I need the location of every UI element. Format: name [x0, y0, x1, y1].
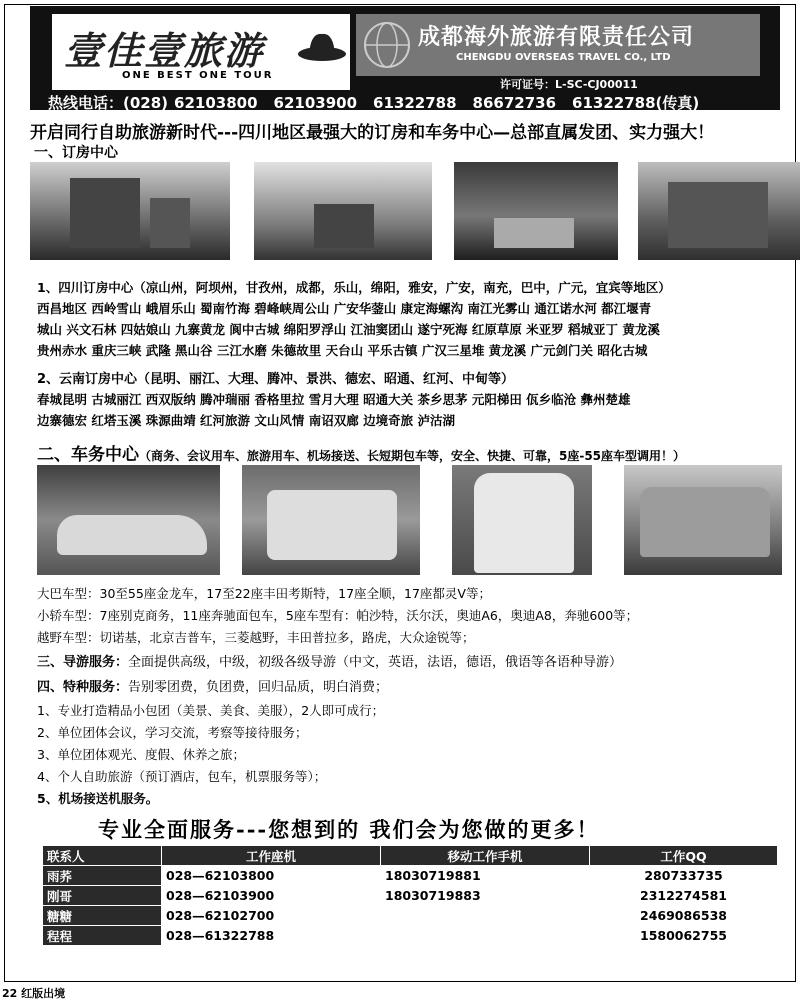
section2-heading: [37, 440, 685, 465]
hotline-number: 61322788: [373, 94, 457, 112]
brand-logo: [52, 14, 350, 90]
table-row: [43, 926, 778, 946]
hotline-fax: 61322788(传真): [572, 94, 700, 112]
column-header: 工作座机: [162, 846, 381, 866]
column-header: 联系人: [43, 846, 162, 866]
yunnan-heading: 2、云南订房中心（昆明、丽江、大理、腾冲、景洪、德宏、昭通、红河、中甸等）: [37, 372, 515, 387]
contact-mobile: [381, 906, 590, 926]
contact-mobile: 18030719881: [381, 866, 590, 886]
contact-name: 糖糖: [43, 906, 162, 926]
section4: [37, 677, 388, 699]
company-name-en: CHENGDU OVERSEAS TRAVEL CO., LTD: [456, 52, 671, 63]
destination-line: 边寨德宏 红塔玉溪 珠源曲靖 红河旅游 文山风情 南诏双廊 边境奇旅 泸沽湖: [37, 413, 455, 428]
hotline-number: 62103800: [174, 94, 258, 112]
company-banner: [356, 14, 760, 76]
yunnan-destinations: [37, 389, 631, 431]
vehicle-list: [37, 583, 638, 649]
header-banner: [30, 6, 780, 110]
table-header-row: [43, 846, 778, 866]
hotel-photo: [454, 162, 618, 260]
list-item: 4、个人自助旅游（预订酒店，包车，机票服务等）；: [37, 769, 327, 784]
logo-subtitle: ONE BEST ONE TOUR: [122, 70, 274, 81]
vehicle-line: 大巴车型：30至55座金龙车，17至22座丰田考斯特，17座全顺，17座都灵V等；: [37, 586, 491, 601]
contact-name: 刚哥: [43, 886, 162, 906]
section1-title: 一、订房中心: [34, 145, 118, 161]
slogan: 开启同行自助旅游新时代---四川地区最强大的订房和车务中心—总部直属发团、实力强大！: [30, 123, 715, 143]
hotline-label: 热线电话：(028): [48, 94, 169, 112]
vehicle-photo: [242, 465, 420, 575]
contact-table: [42, 845, 778, 946]
vehicle-photo: [624, 465, 782, 575]
hotline-number: 86672736: [472, 94, 557, 112]
section2-subtitle: （商务、会议用车、旅游用车、机场接送、长短期包车等，安全、快捷、可靠，5座-55座车型调用！）: [139, 449, 686, 463]
special-services-list: [37, 700, 384, 810]
sichuan-heading: 1、四川订房中心（凉山州，阿坝州，甘孜州，成都，乐山，绵阳，雅安，广安，南充，巴中，广元，宜宾等地区）: [37, 280, 671, 295]
vehicle-photo: [37, 465, 220, 575]
section3: [37, 652, 622, 674]
vehicle-photos: [37, 465, 782, 575]
contact-phone: 028—62103800: [162, 866, 381, 886]
column-header: 工作QQ: [590, 846, 778, 866]
list-item: 3、单位团体观光、度假、休养之旅；: [37, 747, 245, 762]
list-item: 1、专业打造精品小包团（美景、美食、美服），2人即可成行；: [37, 703, 385, 718]
hotel-photo: [30, 162, 230, 260]
list-item: 2、单位团体会议，学习交流，考察等接待服务；: [37, 725, 308, 740]
list-item: 5、机场接送机服务。: [37, 791, 159, 806]
vehicle-line: 小轿车型：7座别克商务，11座奔驰面包车，5座车型有：帕沙特，沃尔沃，奥迪A6，奥迪A8，奔驰600等；: [37, 608, 639, 623]
section3-title: 三、导游服务：: [37, 655, 129, 670]
hotel-photo: [254, 162, 432, 260]
contact-mobile: 18030719883: [381, 886, 590, 906]
contact-name: 雨荞: [43, 866, 162, 886]
vehicle-photo: [452, 465, 592, 575]
destination-line: 城山 兴文石林 四姑娘山 九寨黄龙 阆中古城 绵阳罗浮山 江油窦团山 遂宁死海 红原草原 米亚罗 稻城亚丁 黄龙溪: [37, 322, 660, 337]
license-number: 许可证号：L-SC-CJ00011: [500, 78, 638, 91]
section2-title: 二、车务中心: [37, 445, 139, 465]
contact-phone: 028—62102700: [162, 906, 381, 926]
table-row: [43, 886, 778, 906]
destination-line: 春城昆明 古城丽江 西双版纳 腾冲瑞丽 香格里拉 雪月大理 昭通大关 茶乡思茅 元阳梯田 佤乡临沧 彝州楚雄: [37, 392, 631, 407]
contact-qq: 2469086538: [590, 906, 778, 926]
table-row: [43, 866, 778, 886]
tagline: 专业全面服务---您想到的 我们会为您做的更多！: [98, 817, 600, 842]
hat-icon: [297, 26, 347, 66]
contact-qq: 1580062755: [590, 926, 778, 946]
column-header: 移动工作手机: [381, 846, 590, 866]
contact-phone: 028—62103900: [162, 886, 381, 906]
destination-line: 西昌地区 西岭雪山 峨眉乐山 蜀南竹海 碧峰峡周公山 广安华蓥山 康定海螺沟 南江光雾山 通江诺水河 都江堰青: [37, 301, 652, 316]
logo-text: 壹佳壹旅游: [64, 28, 265, 73]
page-footer: 22 红版出境: [2, 987, 66, 1000]
section4-text: 告别零团费，负团费，回归品质，明白消费；: [128, 680, 389, 695]
hotel-photos: [30, 162, 800, 260]
destination-line: 贵州赤水 重庆三峡 武隆 黑山谷 三江水磨 朱德故里 天台山 平乐古镇 广汉三星堆 黄龙溪 广元剑门关 昭化古城: [37, 343, 648, 358]
contact-name: 程程: [43, 926, 162, 946]
contact-qq: 280733735: [590, 866, 778, 886]
contact-phone: 028—61322788: [162, 926, 381, 946]
vehicle-line: 越野车型：切诺基，北京吉普车，三菱越野，丰田普拉多，路虎，大众途锐等；: [37, 630, 475, 645]
hotline-number: 62103900: [273, 94, 358, 112]
contact-mobile: [381, 926, 590, 946]
section4-title: 四、特种服务：: [37, 680, 129, 695]
hotel-photo: [638, 162, 800, 260]
contact-qq: 2312274581: [590, 886, 778, 906]
hotline: [48, 92, 715, 113]
globe-icon: [362, 20, 412, 70]
sichuan-destinations: [37, 298, 660, 361]
company-name-cn: 成都海外旅游有限责任公司: [418, 25, 695, 50]
table-row: [43, 906, 778, 926]
section3-text: 全面提供高级，中级，初级各级导游（中文，英语，法语，德语，俄语等各语种导游）: [128, 655, 623, 670]
